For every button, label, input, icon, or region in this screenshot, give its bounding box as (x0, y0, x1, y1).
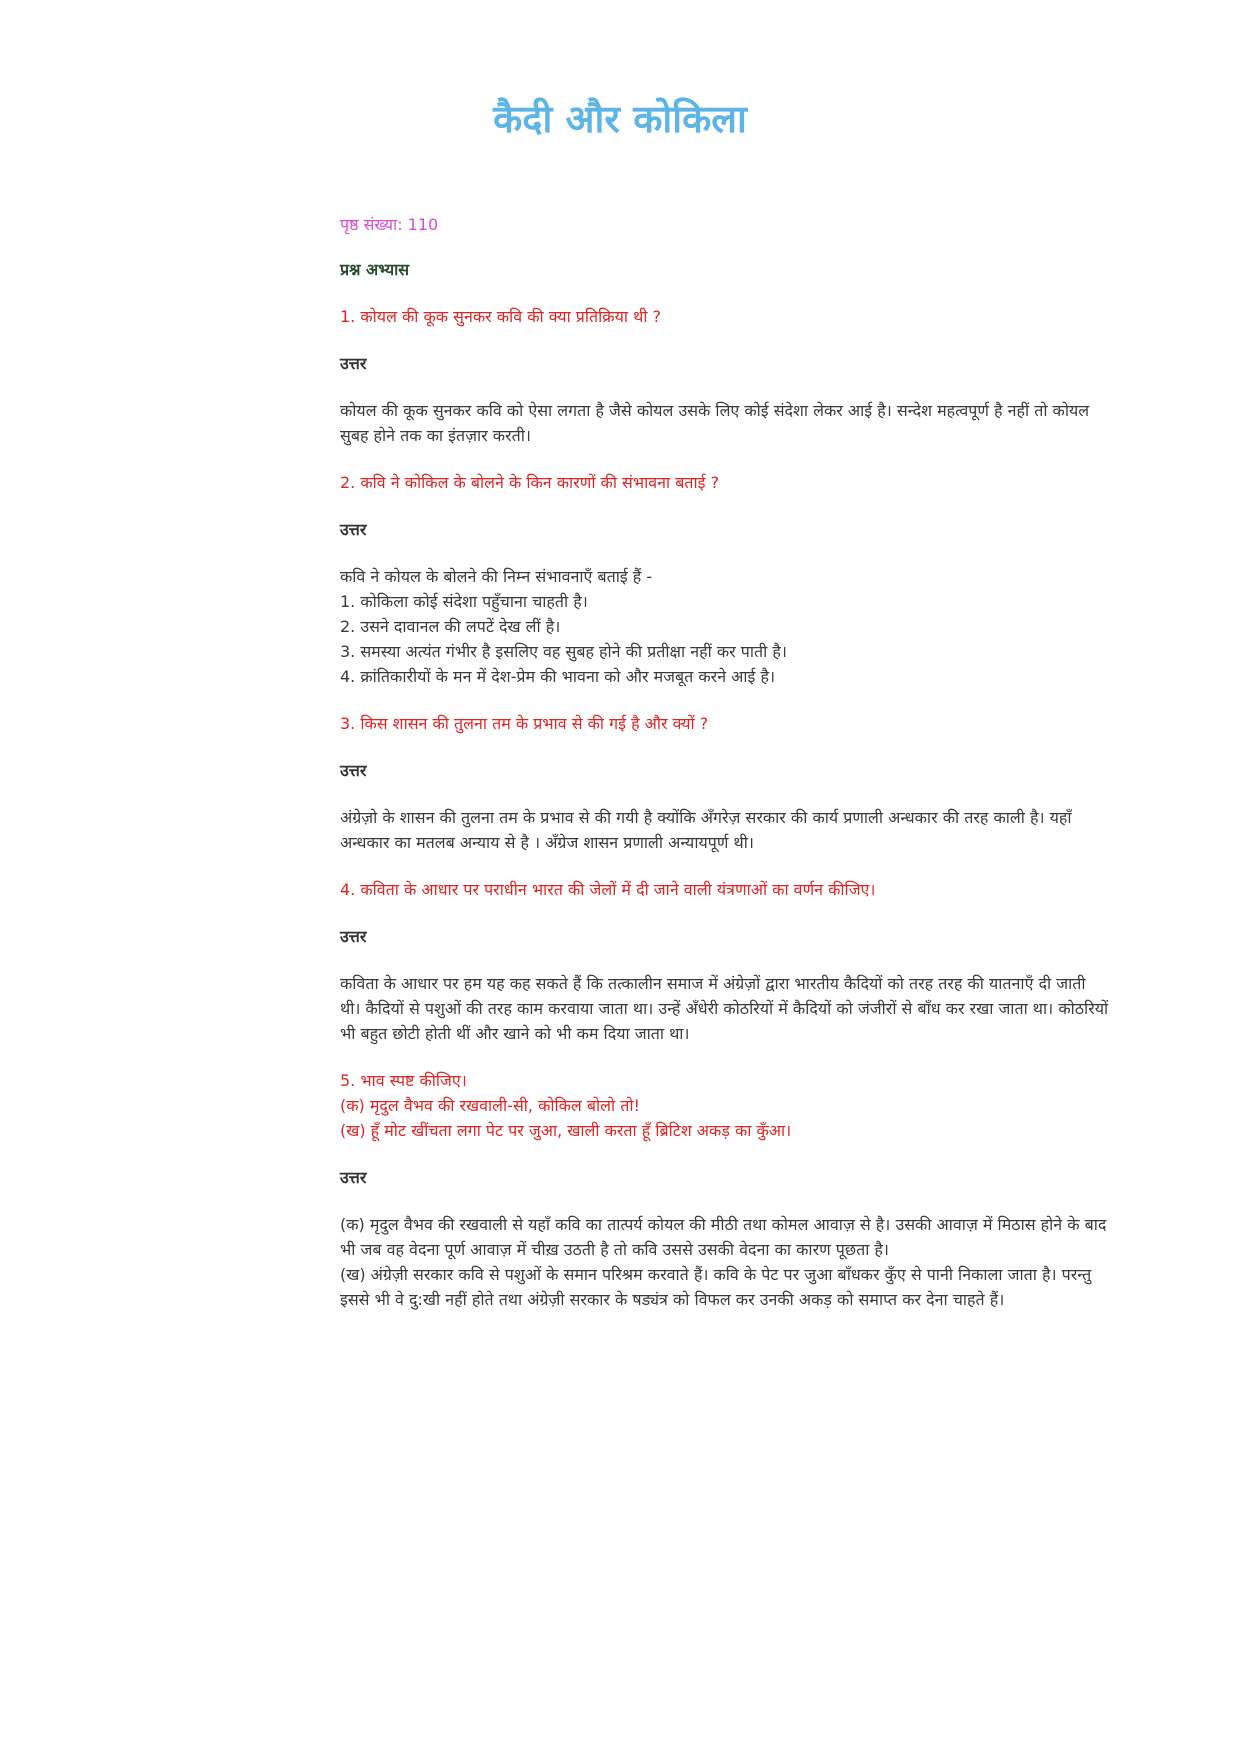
answer-label: उत्तर (340, 927, 367, 946)
main-content (340, 212, 1110, 1334)
question-2 (340, 470, 1110, 495)
answer-3 (340, 805, 1110, 855)
question-4 (340, 877, 1110, 902)
answer-label: उत्तर (340, 354, 367, 373)
answer-label: उत्तर (340, 1168, 367, 1187)
answer-1 (340, 398, 1110, 448)
question-5 (340, 1068, 1110, 1143)
question-line: 3. किस शासन की तुलना तम के प्रभाव से की गई है और क्यों ? (340, 714, 709, 733)
question-line: (ख) हूँ मोट खींचता लगा पेट पर जुआ, खाली करता हूँ ब्रिटिश अकड़ का कुँआ। (340, 1121, 792, 1140)
question-1 (340, 304, 1110, 329)
question-line: (क) मृदुल वैभव की रखवाली-सी, कोकिल बोलो तो! (340, 1096, 640, 1115)
answer-label: उत्तर (340, 520, 367, 539)
page-title: कैदी और कोकिला (493, 97, 747, 141)
question-line: 4. कविता के आधार पर पराधीन भारत की जेलों में दी जाने वाली यंत्रणाओं का वर्णन कीजिए। (340, 880, 876, 899)
answer-line: 4. क्रांतिकारीयों के मन में देश-प्रेम की भावना को और मजबूत करने आई है। (340, 667, 776, 686)
question-line: 2. कवि ने कोकिल के बोलने के किन कारणों की संभावना बताई ? (340, 473, 720, 492)
answer-5 (340, 1212, 1110, 1312)
section-heading: प्रश्न अभ्यास (340, 260, 410, 279)
answer-line: कोयल की कूक सुनकर कवि को ऐसा लगता है जैसे कोयल उसके लिए कोई संदेशा लेकर आई है। सन्देश महत्वपूर्ण है नहीं तो कोयल सुबह होने तक का इंतज़ार करती। (340, 401, 1090, 445)
answer-line: 2. उसने दावानल की लपटें देख लीं है। (340, 617, 561, 636)
answer-line: (क) मृदुल वैभव की रखवाली से यहाँ कवि का तात्पर्य कोयल की मीठी तथा कोमल आवाज़ से है। उसकी आवाज़ में मिठास होने के बाद भी जब वह वेदना पूर्ण आवाज़ में चीख़ उठती है तो कवि उससे उसकी वेदना का कारण पूछता है। (340, 1215, 1107, 1259)
page-number: पृष्ठ संख्या: 110 (340, 215, 439, 234)
question-line: 5. भाव स्पष्ट कीजिए। (340, 1071, 467, 1090)
question-line: 1. कोयल की कूक सुनकर कवि की क्या प्रतिक्रिया थी ? (340, 307, 662, 326)
question-3 (340, 711, 1110, 736)
answer-4 (340, 971, 1110, 1046)
answer-line: 3. समस्या अत्यंत गंभीर है इसलिए वह सुबह होने की प्रतीक्षा नहीं कर पाती है। (340, 642, 787, 661)
answer-line: कविता के आधार पर हम यह कह सकते हैं कि तत्कालीन समाज में अंग्रेज़ों द्वारा भारतीय कैदियों को तरह तरह की यातनाएँ दी जाती थी। कैदियों से पशुओं की तरह काम करवाया जाता था। उन्हें अँधेरी कोठरियों में कैदियों को जंजीरों से बाँध कर रखा जाता था। कोठरियों भी बहुत छोटी होती थीं और खाने को भी कम दिया जाता था। (340, 974, 1109, 1043)
answer-label: उत्तर (340, 761, 367, 780)
answer-line: अंग्रेज़ो के शासन की तुलना तम के प्रभाव से की गयी है क्योंकि अँगरेज़ सरकार की कार्य प्रणाली अन्धकार की तरह काली है। यहाँ अन्धकार का मतलब अन्याय से है । अँग्रेज शासन प्रणाली अन्यायपूर्ण थी। (340, 808, 1072, 852)
answer-2 (340, 564, 1110, 689)
answer-line: 1. कोकिला कोई संदेशा पहुँचाना चाहती है। (340, 592, 588, 611)
answer-line: (ख) अंग्रेज़ी सरकार कवि से पशुओं के समान परिश्रम करवाते हैं। कवि के पेट पर जुआ बाँधकर कुँए से पानी निकाला जाता है। परन्तु इससे भी वे दु:खी नहीं होते तथा अंग्रेज़ी सरकार के षड्यंत्र को विफल कर उनकी अकड़ को समाप्त कर देना चाहते हैं। (340, 1265, 1092, 1309)
answer-line: कवि ने कोयल के बोलने की निम्न संभावनाएँ बताई हैं - (340, 567, 653, 586)
